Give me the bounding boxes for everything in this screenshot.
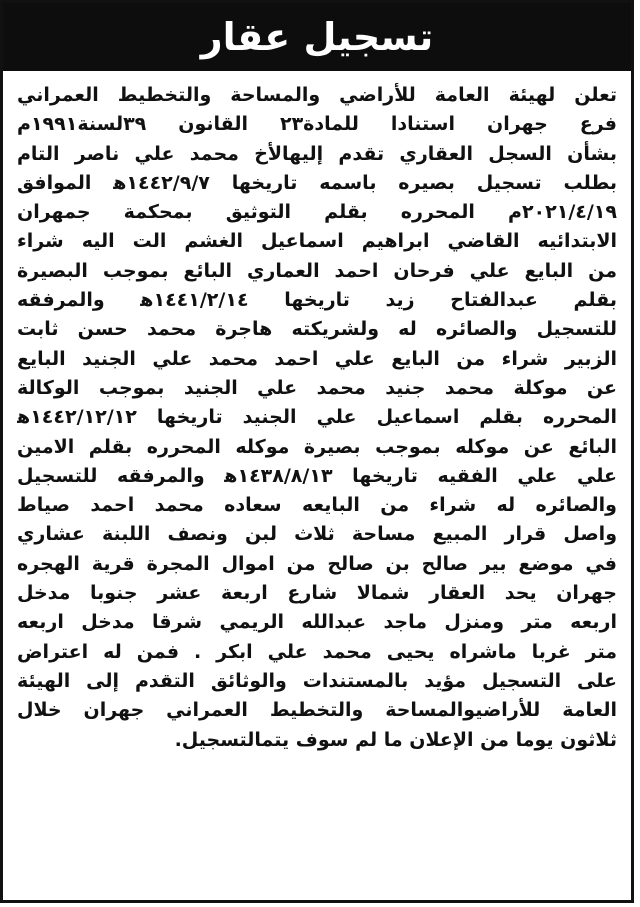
notice-line: المحرره بقلم اسماعيل علي الجنيد تاريخها ١٤٤٢/١٢/١٢ﻫ bbox=[17, 406, 617, 429]
notice-body bbox=[17, 81, 617, 755]
notice-line: عن موكلة محمد جنيد محمد علي الجنيد بموجب الوكالة bbox=[17, 376, 617, 399]
notice-line: الزبير شراء من البايع علي احمد محمد علي الجنيد البايع bbox=[17, 347, 617, 370]
notice-line: في موضع بير صالح بن صالح من اموال المجرة قرية الهجره bbox=[17, 552, 617, 575]
notice-line: للتسجيل والصائره له ولشريكته هاجرة محمد حسن ثابت bbox=[17, 318, 617, 341]
notice-line: متر غربا ماشراه يحيى محمد علي ابكر . فمن له اعتراض bbox=[17, 640, 617, 663]
notice-line: جهران يحد العقار شمالا شارع اربعة عشر جنوبا مدخل bbox=[17, 582, 617, 605]
notice-line: والصائره له شراء من البايعه سعاده محمد احمد صياط bbox=[17, 494, 617, 517]
notice-line: البائع عن موكله بموجب بصيرة موكله المحرره بقلم الامين bbox=[17, 435, 617, 458]
notice-line: فرع جهران استنادا للمادة٢٣ القانون ٣٩لسنة١٩٩١م bbox=[17, 113, 617, 136]
notice-line: الابتدائيه القاضي ابراهيم اسماعيل الغشم الت اليه شراء bbox=[17, 230, 617, 253]
notice-line: تعلن لهيئة العامة للأراضي والمساحة والتخطيط العمراني bbox=[17, 84, 617, 106]
notice-line: علي علي الفقيه تاريخها ١٤٣٨/٨/١٣ﻫ والمرفقه للتسجيل bbox=[17, 464, 617, 487]
notice-line: اربعه متر ومنزل ماجد عبدالله الريمي شرقا مدخل اربعه bbox=[17, 611, 617, 634]
notice-line: بقلم عبدالفتاح زيد تاريخها ١٤٤١/٢/١٤ﻫ والمرفقه bbox=[17, 289, 617, 312]
notice-line: على التسجيل مؤيد بالمستندات والوثائق التقدم إلى الهيئة bbox=[17, 669, 617, 692]
notice-line: بشأن السجل العقاري تقدم إليهالأخ محمد علي ناصر التام bbox=[17, 142, 617, 165]
notice-title: تسجيل عقار bbox=[200, 15, 434, 59]
notice-line: واصل قرار المبيع مساحة ثلاث لبن ونصف اللبنة عشاري bbox=[17, 523, 617, 546]
notice-line: العامة للأراضيوالمساحة والتخطيط العمراني جهران خلال bbox=[17, 699, 617, 722]
notice-line: ثلاثون يوما من الإعلان ما لم سوف يتمالتسجيل. bbox=[174, 728, 617, 751]
notice-line: بطلب تسجيل بصيره باسمه تاريخها ١٤٤٢/٩/٧ﻫ الموافق bbox=[17, 171, 617, 194]
notice-line: من البايع علي فرحان احمد العماري البائع بموجب البصيرة bbox=[17, 259, 617, 282]
notice-header bbox=[3, 3, 631, 71]
notice-line: ٢٠٢١/٤/١٩م المحرره بقلم التوثيق بمحكمة جمهران bbox=[17, 201, 617, 224]
